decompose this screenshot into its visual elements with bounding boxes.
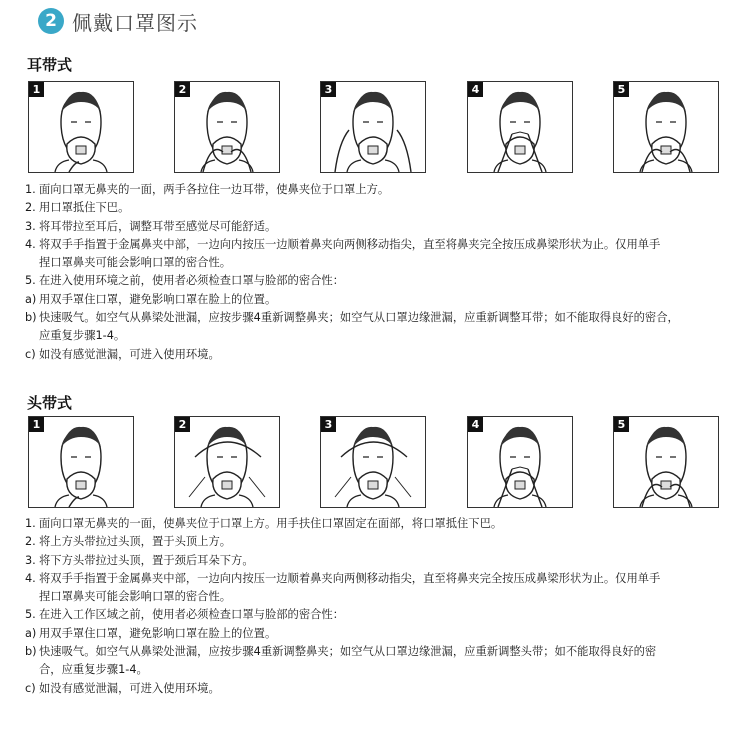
mask-wearing-illustration [175,417,279,507]
panel-step-number: 3 [321,417,336,432]
head-step-line: 3. 将下方头带拉过头顶，置于颈后耳朵下方。 [25,553,254,567]
ear-step-line: b) 快速吸气。如空气从鼻梁处泄漏，应按步骤4重新调整鼻夹；如空气从口罩边缘泄漏，应重新调整耳带；如不能取得良好的密合， [25,311,679,325]
ear-step-line: 5. 在进入使用环境之前，使用者必须检查口罩与脸部的密合性： [25,274,345,288]
mask-wearing-illustration [321,82,425,172]
head-step-line: 4. 将双手手指置于金属鼻夹中部，一边向内按压一边顺着鼻夹向两侧移动指尖，直至将鼻夹完全按压成鼻梁形状为止。仅用单手 [25,571,661,585]
illustration-panel [467,81,573,173]
head-step-line: 合，应重复步骤1-4。 [39,663,148,677]
illustration-panel [613,81,719,173]
illustration-panel [174,81,280,173]
illustration-panel [467,416,573,508]
head-step-line: a) 用双手罩住口罩，避免影响口罩在脸上的位置。 [25,626,277,640]
panel-step-number: 1 [29,417,44,432]
illustration-panel [613,416,719,508]
panel-step-number: 5 [614,82,629,97]
ear-step-line: 应重复步骤1-4。 [39,329,126,343]
panel-step-number: 4 [468,417,483,432]
ear-step-line: 捏口罩鼻夹可能会影响口罩的密合性。 [39,256,232,270]
ear-steps [25,181,725,364]
panel-step-number: 4 [468,82,483,97]
panel-step-number: 5 [614,417,629,432]
mask-wearing-illustration [468,82,572,172]
head-step-line: 5. 在进入工作区域之前，使用者必须检查口罩与脸部的密合性： [25,608,345,622]
panel-step-number: 3 [321,82,336,97]
mask-wearing-illustration [614,82,718,172]
ear-section-title: 耳带式 [27,56,73,74]
illustration-panel [28,416,134,508]
head-step-line: 2. 将上方头带拉过头顶，置于头顶上方。 [25,535,232,549]
step-number-badge: 2 [38,8,64,34]
ear-step-line: c) 如没有感觉泄漏，可进入使用环境。 [25,347,220,361]
mask-wearing-illustration [321,417,425,507]
mask-wearing-illustration [175,82,279,172]
head-step-line: c) 如没有感觉泄漏，可进入使用环境。 [25,681,220,695]
panel-step-number: 1 [29,82,44,97]
illustration-panel [320,81,426,173]
panel-step-number: 2 [175,82,190,97]
panel-step-number: 2 [175,417,190,432]
ear-step-line: 2. 用口罩抵住下巴。 [25,201,130,215]
illustration-panel [174,416,280,508]
head-step-line: 捏口罩鼻夹可能会影响口罩的密合性。 [39,590,232,604]
head-step-line: b) 快速吸气。如空气从鼻梁处泄漏，应按步骤4重新调整鼻夹；如空气从口罩边缘泄漏，应重新调整头带；如不能取得良好的密 [25,645,657,659]
mask-wearing-illustration [29,417,133,507]
head-step-line: 1. 面向口罩无鼻夹的一面，使鼻夹位于口罩上方。用手扶住口罩固定在面部，将口罩抵住下巴。 [25,517,503,530]
mask-wearing-illustration [29,82,133,172]
mask-wearing-illustration [614,417,718,507]
page-title: 佩戴口罩图示 [72,10,198,35]
ear-step-line: 4. 将双手手指置于金属鼻夹中部，一边向内按压一边顺着鼻夹向两侧移动指尖，直至将鼻夹完全按压成鼻梁形状为止。仅用单手 [25,237,661,251]
ear-step-line: 3. 将耳带拉至耳后，调整耳带至感觉尽可能舒适。 [25,219,277,233]
head-steps [25,515,725,698]
ear-step-line: 1. 面向口罩无鼻夹的一面，两手各拉住一边耳带，使鼻夹位于口罩上方。 [25,183,390,196]
head-section-title: 头带式 [27,394,73,412]
illustration-panel [28,81,134,173]
ear-step-line: a) 用双手罩住口罩，避免影响口罩在脸上的位置。 [25,292,277,306]
illustration-panel [320,416,426,508]
page-header [38,6,198,36]
mask-wearing-illustration [468,417,572,507]
